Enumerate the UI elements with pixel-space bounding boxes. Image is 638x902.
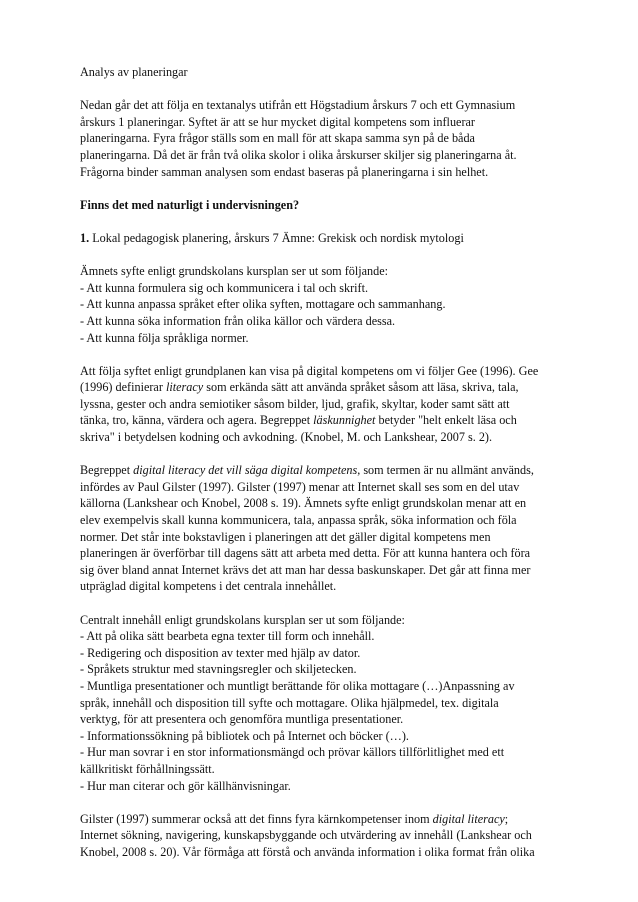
gilster-line: elev exempelvis skall kunna kommunicera, tala, anpassa språk, söka information och föla [80,513,517,528]
central-line: - Redigering och disposition av texter med hjälp av dator. [80,645,361,660]
gilster-line: utpräglad digital kompetens i det centrala innehållet. [80,579,337,594]
central-line: källkritiskt förhållningssätt. [80,761,215,776]
final-line [80,811,562,828]
purpose-line: - Att kunna söka information från olika källor och värdera dessa. [80,313,396,328]
central-line: Centralt innehåll enligt grundskolans kursplan ser ut som följande: [80,612,405,627]
intro-line: planeringarna. Då det är från två olika skolor i olika årskurser skiljer sig planeringarna åt. [80,147,517,162]
gilster-line: planeringen är överförbar till dagens sätt att arbeta med detta. För att kunna hantera och föra [80,546,531,561]
gee-line [80,379,562,396]
central-line: språk, innehåll och disposition till syfte och mottagare. Olika hjälpmedel, tex. digitala [80,695,499,710]
final-text: Gilster (1997) summerar också att det finns fyra kärnkompetenser inom [80,811,433,826]
final-line: Knobel, 2008 s. 20). Vår förmåga att förstå och använda information i olika format från olika [80,844,535,859]
gee-text: tänka, tro, känna, värdera och agera. Begreppet [80,413,314,428]
gilster-text: Begreppet [80,463,134,478]
item-1-heading [80,230,562,247]
gee-line [80,412,562,429]
gee-paragraph [80,363,562,446]
purpose-line: - Att kunna följa språkliga normer. [80,330,249,345]
document-page [80,64,562,861]
purpose-line: Ämnets syfte enligt grundskolans kursplan ser ut som följande: [80,264,389,279]
purpose-line: - Att kunna formulera sig och kommunicera i tal och skrift. [80,280,369,295]
purpose-line: - Att kunna anpassa språket efter olika syften, mottagare och sammanhang. [80,297,446,312]
intro-line: Nedan går det att följa en textanalys utifrån ett Högstadium årskurs 7 och ett Gymnasium [80,98,516,113]
central-line: - Att på olika sätt bearbeta egna texter till form och innehåll. [80,629,375,644]
gee-line: Att följa syftet enligt grundplanen kan visa på digital kompetens om vi följer Gee (1996). Gee [80,363,539,378]
central-line: - Språkets struktur med stavningsregler och skiljetecken. [80,662,357,677]
central-line: - Hur man sovrar i en stor informationsmängd och prövar källors tillförlitlighet med ett [80,745,505,760]
gilster-paragraph [80,462,562,595]
intro-line: årskurs 1 planeringar. Syftet är att se hur mycket digital kompetens som influerar [80,114,475,129]
gilster-term: digital literacy det vill säga digital kompetens [133,463,358,478]
intro-line: planeringarna. Fyra frågor ställs som en mall för att skapa samma syn på de båda [80,131,475,146]
gee-term-laskunnighet: läskunnighet [313,413,376,428]
final-paragraph [80,811,562,861]
central-line: - Informationssökning på bibliotek och på Internet och böcker (…). [80,728,409,743]
gilster-line: infördes av Paul Gilster (1997). Gilster (1997) menar att Internet skall ses som en del utav [80,479,520,494]
gee-line: skriva" i betydelsen kodning och avkodning. (Knobel, M. och Lankshear, 2007 s. 2). [80,430,493,445]
question-heading: Finns det med naturligt i undervisningen? [80,197,300,212]
gee-text: som erkända sätt att använda språket såsom att läsa, skriva, tala, [203,380,519,395]
intro-paragraph [80,97,562,180]
purpose-list [80,263,562,346]
document-title: Analys av planeringar [80,65,188,79]
central-content-list [80,612,562,795]
gilster-line: normer. Det står inte bokstavligen i planeringen att det gäller digital kompetens men [80,529,491,544]
central-line: - Muntliga presentationer och muntligt berättande för olika mottagare (…)Anpassning av [80,678,515,693]
item-1-text: Lokal pedagogisk planering, årskurs 7 Ämne: Grekisk och nordisk mytologi [89,230,464,245]
gee-text: betyder "helt enkelt läsa och [375,413,517,428]
final-line: Internet sökning, navigering, kunskapsbyggande och utvärdering av innehåll (Lankshear och [80,828,532,843]
gilster-line: källorna (Lankshear och Knobel, 2008 s. 19). Ämnets syfte enligt grundskolan menar att en [80,496,527,511]
final-text: ; [504,811,509,826]
intro-line: Frågorna binder samman analysen som endast baseras på planeringarna i sin helhet. [80,164,489,179]
item-1-number: 1. [80,230,90,245]
central-line: verktyg, för att presentera och genomföra muntliga presentationer. [80,712,404,727]
gilster-line [80,462,562,479]
gee-term-literacy: literacy [165,380,204,395]
final-term-digital-literacy: digital literacy [432,811,505,826]
gee-text: (1996) definierar [80,380,166,395]
gee-line: lyssna, gester och andra semiotiker såsom bilder, ljud, grafik, skyltar, koder samt sätt att [80,396,510,411]
central-line: - Hur man citerar och gör källhänvisningar. [80,778,291,793]
gilster-text: , som termen är nu allmänt används, [357,463,534,478]
gilster-line: sig över bland annat Internet krävs det att man har dessa baskunskaper. Det går att finna mer [80,562,531,577]
